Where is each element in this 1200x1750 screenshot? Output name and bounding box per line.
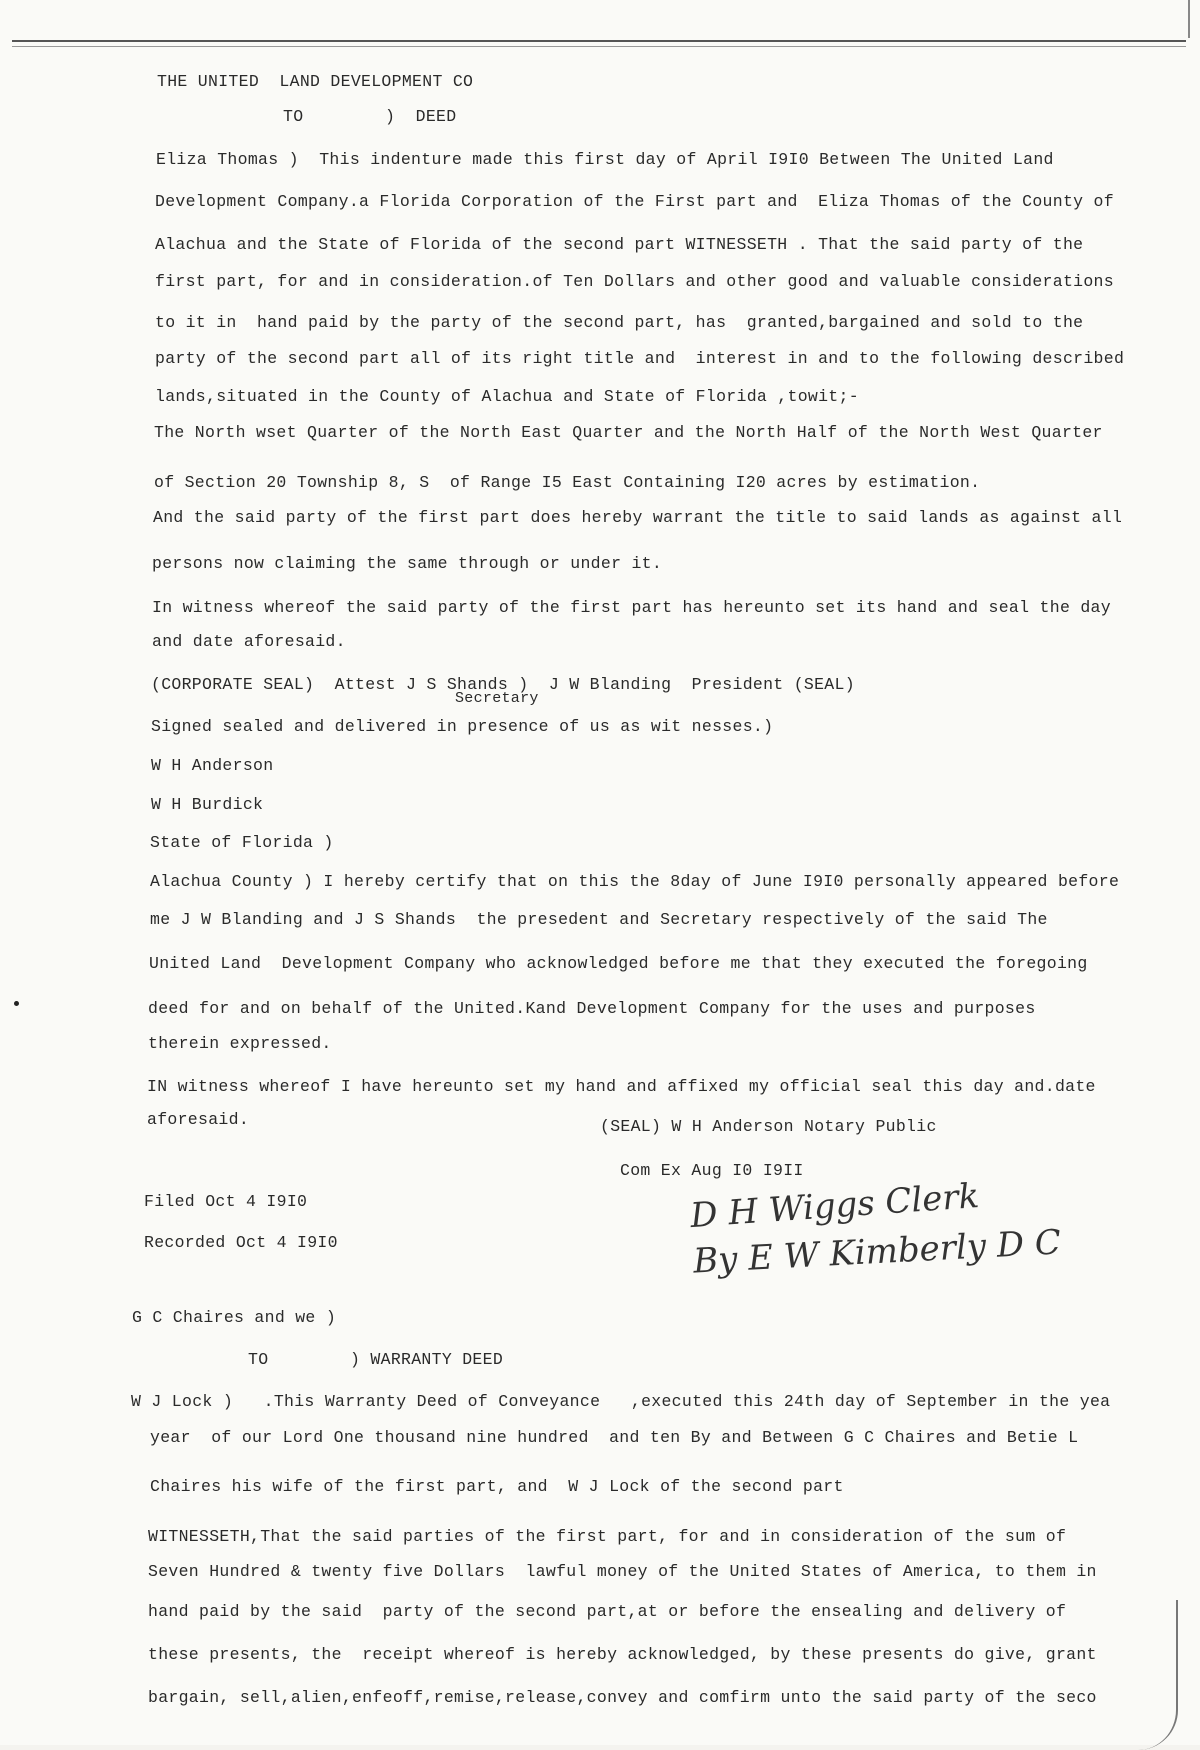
deed1-line: of Section 20 Township 8, S of Range I5 East Containing I20 acres by estimation. xyxy=(154,473,981,492)
deed1-line: The North wset Quarter of the North East Quarter and the North Half of the North West Quarter xyxy=(154,423,1103,442)
deed1-grantor-header: THE UNITED LAND DEVELOPMENT CO xyxy=(157,72,474,91)
deed1-line: Development Company.a Florida Corporation of the First part and Eliza Thomas of the County of xyxy=(155,192,1114,211)
deed1-witness: W H Burdick xyxy=(151,795,264,814)
deed2-line: Seven Hundred & twenty five Dollars lawful money of the United States of America, to them in xyxy=(148,1562,1097,1581)
deed1-line: to it in hand paid by the party of the second part, has granted,bargained and sold to the xyxy=(155,313,1084,332)
deed1-line: (CORPORATE SEAL) Attest J S Shands ) J W Blanding President (SEAL) xyxy=(151,675,855,694)
deed1-secretary-label: Secretary xyxy=(455,690,539,707)
deed2-to-header: TO ) WARRANTY DEED xyxy=(248,1350,504,1369)
deed1-line: first part, for and in consideration.of Ten Dollars and other good and valuable considerations xyxy=(155,272,1114,291)
deed2-grantor-header: G C Chaires and we ) xyxy=(132,1308,337,1327)
deed2-line: year of our Lord One thousand nine hundred and ten By and Between G C Chaires and Betie L xyxy=(150,1428,1079,1447)
deed1-line: In witness whereof the said party of the first part has hereunto set its hand and seal the day xyxy=(152,598,1111,617)
deed1-line: United Land Development Company who acknowledged before me that they executed the foregoing xyxy=(149,954,1088,973)
top-rule xyxy=(12,40,1186,47)
recorded-date: Recorded Oct 4 I9I0 xyxy=(144,1233,338,1252)
deed2-line: these presents, the receipt whereof is hereby acknowledged, by these presents do give, grant xyxy=(148,1645,1097,1664)
deed2-line: Chaires his wife of the first part, and W J Lock of the second part xyxy=(150,1477,844,1496)
deed2-line: W J Lock ) .This Warranty Deed of Conveyance ,executed this 24th day of September in the yea xyxy=(131,1392,1111,1411)
deed1-line: IN witness whereof I have hereunto set my hand and affixed my official seal this day and.date xyxy=(147,1077,1096,1096)
deed1-line: Alachua and the State of Florida of the second part WITNESSETH . That the said party of the xyxy=(155,235,1084,254)
deed2-line: WITNESSETH,That the said parties of the first part, for and in consideration of the sum of xyxy=(148,1527,1067,1546)
deed1-line: therein expressed. xyxy=(148,1034,332,1053)
page-curl xyxy=(1136,1600,1178,1750)
deed2-line: bargain, sell,alien,enfeoff,remise,release,convey and comfirm unto the said party of the seco xyxy=(148,1688,1097,1707)
deed1-line: me J W Blanding and J S Shands the presedent and Secretary respectively of the said The xyxy=(150,910,1048,929)
deed1-line: State of Florida ) xyxy=(150,833,334,852)
deed1-line: lands,situated in the County of Alachua and State of Florida ,towit;- xyxy=(155,387,859,406)
deed1-to-header: TO ) DEED xyxy=(283,107,457,126)
deputy-clerk-signature: By E W Kimberly D C xyxy=(692,1222,1062,1282)
deed2-line: hand paid by the said party of the second part,at or before the ensealing and delivery of xyxy=(148,1602,1067,1621)
notary-signature-line: (SEAL) W H Anderson Notary Public xyxy=(600,1117,937,1136)
deed1-line: party of the second part all of its right title and interest in and to the following described xyxy=(155,349,1125,368)
deed1-line: and date aforesaid. xyxy=(152,632,346,651)
deed1-witness: W H Anderson xyxy=(151,756,274,775)
deed1-line: aforesaid. xyxy=(147,1110,250,1129)
commission-expiry: Com Ex Aug I0 I9II xyxy=(620,1161,804,1180)
clerk-signature: D H Wiggs Clerk xyxy=(688,1175,981,1237)
deed1-line: Signed sealed and delivered in presence of us as wit nesses.) xyxy=(151,717,774,736)
page-edge xyxy=(1188,0,1190,38)
deed1-line: And the said party of the first part does hereby warrant the title to said lands as against all xyxy=(153,508,1123,527)
deed1-line: Eliza Thomas ) This indenture made this first day of April I9I0 Between The United Land xyxy=(156,150,1054,169)
deed1-line: persons now claiming the same through or under it. xyxy=(152,554,663,573)
deed1-line: Alachua County ) I hereby certify that on this the 8day of June I9I0 personally appeared before xyxy=(150,872,1120,891)
filed-date: Filed Oct 4 I9I0 xyxy=(144,1192,308,1211)
deed1-line: deed for and on behalf of the United.Kand Development Company for the uses and purposes xyxy=(148,999,1036,1018)
ink-spot xyxy=(14,1001,19,1006)
